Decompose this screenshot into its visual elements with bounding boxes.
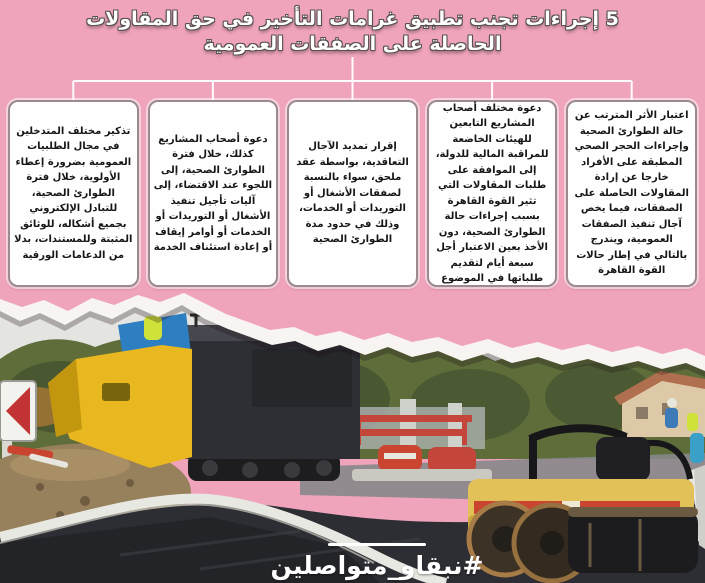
step-text-5: تذكير مختلف المتدخلين في مجال الطلبيات العمومية بضرورة إعطاء الأولوية، خلال فترة الطوارئ الصحية، للتبادل الإلكتروني بجميع أشكاله، للوثائق المثبتة وللمستندات، بدلا من الدعامات الورقية <box>14 125 133 261</box>
step-card-1 <box>566 100 697 287</box>
hashtag-text: #نبقاو_متواصلين <box>270 550 484 580</box>
step-text-4: دعوة أصحاب المشاريع كذلك، خلال فترة الطوارئ الصحية، إلى اللجوء عند الاقتضاء، إلى آليات تأجيل تنفيذ الأشغال أو التوريدات أو الخدمات أو أوامر إيقاف أو إعادة استئناف الخدمة <box>153 133 273 253</box>
step-card-2 <box>427 100 558 287</box>
step-text-1: اعتبار الأثر المترتب عن حالة الطوارئ الصحية وإجراءات الحجر الصحي المطبقة على الأفراد خارجا عن إرادة المقاولات الحاصلة على الصفقات، فيما يخص آجال تنفيذ الصفقات العمومية، ويندرج بالتالي في إطار حالات القوة القاهرة <box>574 110 689 277</box>
title-line-1: 5 إجراءات تجنب تطبيق غرامات التأخير في حق المقاولات <box>86 8 619 30</box>
steps-row <box>8 100 697 287</box>
step-card-3 <box>287 100 418 287</box>
step-text-2: دعوة مختلف أصحاب المشاريع التابعين للهيئات الخاضعة للمراقبة المالية للدولة، إلى الموافقة على طلبات المقاولات التي تثير القوة القاهرة بسبب إجراءات حالة الطوارئ الصحية، دون الأخذ بعين الاعتبار أجل سبعة أيام لتقديم طلباتها في الموضوع <box>435 102 549 284</box>
step-card-4 <box>148 100 279 287</box>
connector-lines <box>73 57 631 100</box>
page-title <box>0 7 705 57</box>
step-text-3: إقرار تمديد الآجال التعاقدية، بواسطة عقد ملحق، سواء بالنسبة لصفقات الأشغال أو التوريدات أو الخدمات، وذلك في حدود مدة الطوارئ الصحية <box>296 141 409 246</box>
step-card-5 <box>8 100 139 287</box>
hashtag-block <box>242 543 512 580</box>
title-line-2: الحاصلة على الصفقات العمومية <box>203 33 502 56</box>
hashtag-divider <box>328 543 426 546</box>
photo-road-works <box>0 287 705 583</box>
